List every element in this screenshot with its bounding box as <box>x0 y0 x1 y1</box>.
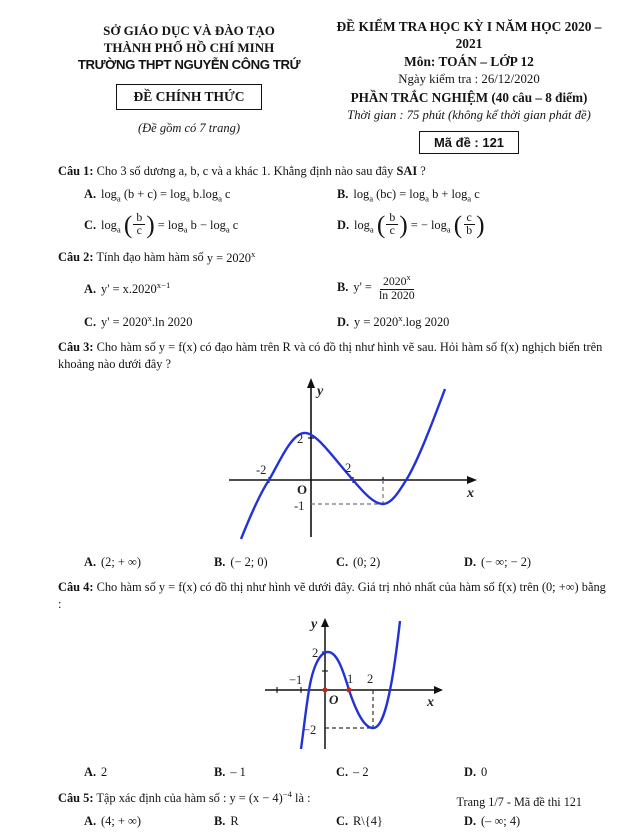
option-2d <box>337 313 612 330</box>
subject-line: Môn: TOÁN – LỚP 12 <box>404 53 534 69</box>
y-axis-label: y <box>310 617 317 633</box>
y-neg2-label: −2 <box>302 723 316 738</box>
option-1d-formula: $\log_a$ ( $\frac{b}{c}$ ) = − $\log_a$ ( $\frac{c}{b}$ ) <box>354 210 485 239</box>
option-1c <box>84 210 337 240</box>
option-4b-value: – 1 <box>230 765 246 780</box>
school-line: TRƯỜNG THPT NGUYỄN CÔNG TRỨ <box>77 57 301 73</box>
header <box>58 18 612 154</box>
exam-date: Ngày kiểm tra : 26/12/2020 <box>398 71 540 86</box>
origin-label: O <box>297 481 308 497</box>
option-2d-formula: $y = 2020^x.\log$ 2020 <box>354 312 450 329</box>
option-4c <box>336 765 464 780</box>
option-1c-letter: C. <box>84 217 97 232</box>
question-3 <box>58 339 612 373</box>
option-3d <box>464 555 612 570</box>
option-5a-letter: A. <box>84 814 97 829</box>
question-4-figure <box>86 615 612 758</box>
option-3b <box>214 555 336 570</box>
option-3d-value: (− ∞; − 2) <box>481 554 532 569</box>
cubic-graph-1 <box>211 375 491 543</box>
question-2-label: Câu 2: <box>58 250 94 265</box>
option-1b-letter: B. <box>337 187 349 202</box>
question-4 <box>58 579 612 613</box>
option-5b-value: R <box>230 814 239 829</box>
option-5a <box>84 814 214 829</box>
question-1-text: Cho 3 số dương a, b, c và a khác 1. Khẳng định nào sau đây <box>93 163 397 178</box>
option-5d-letter: D. <box>464 814 477 829</box>
x-axis-label: x <box>426 695 434 711</box>
option-4a-value: 2 <box>101 765 108 780</box>
y-axis-arrow <box>307 378 315 388</box>
question-2-options <box>84 274 612 330</box>
option-2a-formula: $y' = x.2020^{x-1}$ <box>101 280 171 297</box>
header-left <box>58 18 320 154</box>
x-2-label: 2 <box>345 460 352 475</box>
option-5c <box>336 814 464 829</box>
question-3-figure <box>90 375 612 548</box>
option-2a-letter: A. <box>84 282 97 297</box>
question-4-options <box>84 765 612 780</box>
option-4a <box>84 765 214 780</box>
official-exam-box: ĐỀ CHÍNH THỨC <box>116 84 261 110</box>
question-3-text: Cho hàm số y = f(x) có đạo hàm trên R và có đồ thị như hình vẽ sau. Hỏi hàm số f(x) nghịch biến trên khoảng nào dưới đây ? <box>58 339 603 371</box>
y-neg1-label: -1 <box>294 498 305 513</box>
option-3b-value: (− 2; 0) <box>230 554 268 569</box>
x-axis-label: x <box>467 485 474 501</box>
option-5b <box>214 814 336 829</box>
department-line: SỞ GIÁO DỤC VÀ ĐÀO TẠO <box>103 23 275 38</box>
question-2-text: Tính đạo hàm hàm số <box>93 250 207 265</box>
option-3d-letter: D. <box>464 554 477 569</box>
option-3a <box>84 555 214 570</box>
section-line: PHẦN TRẮC NGHIỆM (40 câu – 8 điểm) <box>350 89 588 105</box>
option-1a-formula: $\log_a (b + c) = \log_a b.\log_a$ c <box>101 187 231 204</box>
option-4c-value: – 2 <box>353 765 369 780</box>
option-4c-letter: C. <box>336 765 349 780</box>
question-5-formula: $y = (x - 4)^{-4}$ <box>229 789 292 806</box>
duration-line: Thời gian : 75 phút (không kể thời gian phát đề) <box>347 108 591 123</box>
question-1-bold: SAI <box>396 163 418 178</box>
option-5a-value: (4; + ∞) <box>101 814 141 829</box>
x-axis-arrow <box>467 476 477 484</box>
option-1c-formula: $\log_a$ ( $\frac{b}{c}$ ) = $\log_a b - \log_a c$ <box>101 210 239 239</box>
option-3a-value: (2; + ∞) <box>101 554 141 569</box>
pages-note: (Đề gồm có 7 trang) <box>137 120 241 135</box>
option-5c-letter: C. <box>336 814 349 829</box>
option-5b-letter: B. <box>214 814 226 829</box>
option-3c-value: (0; 2) <box>353 554 381 569</box>
origin-label: O <box>328 692 338 708</box>
x-2-label: 2 <box>366 672 373 687</box>
option-2c-letter: C. <box>84 314 97 329</box>
option-4d-value: 0 <box>481 765 488 780</box>
exam-title: ĐỀ KIỂM TRA HỌC KỲ I NĂM HỌC 2020 – 2021 <box>336 19 602 52</box>
page-footer: Trang 1/7 - Mã đề thi 121 <box>456 795 582 809</box>
question-4-label: Câu 4: <box>58 579 94 594</box>
option-2a <box>84 280 337 297</box>
y-axis-label: y <box>317 383 324 399</box>
header-right <box>326 18 612 154</box>
question-2 <box>58 248 612 266</box>
option-4a-letter: A. <box>84 765 97 780</box>
option-2c-formula: $y' = 2020^x.\ln$ 2020 <box>101 312 193 329</box>
option-4b <box>214 765 336 780</box>
function-curve <box>241 389 445 539</box>
question-5-text: Tập xác định của hàm số : <box>93 791 230 806</box>
option-1a <box>84 187 337 203</box>
origin-point <box>322 688 327 693</box>
option-1d <box>337 210 612 240</box>
option-2b-formula: y' = $\frac{2020^x}{\ln 2020}$ <box>353 272 415 302</box>
option-5d-value: (– ∞; 4) <box>481 814 521 829</box>
question-4-text: Cho hàm số y = f(x) có đồ thị như hình vẽ dưới đây. Giá trị nhỏ nhất của hàm số f(x) trên (0; +∞) bằng : <box>58 579 606 611</box>
x-neg1-label: −1 <box>288 673 302 688</box>
option-2d-letter: D. <box>337 314 350 329</box>
city-line: THÀNH PHỐ HỒ CHÍ MINH <box>103 40 275 56</box>
option-3c-letter: C. <box>336 554 349 569</box>
question-5-options <box>84 814 612 829</box>
option-2b-letter: B. <box>337 280 349 295</box>
option-1a-letter: A. <box>84 187 97 202</box>
option-3a-letter: A. <box>84 554 97 569</box>
y-2-label: 2 <box>297 431 304 446</box>
option-5c-value: R\{4} <box>353 814 383 829</box>
x-neg2-label: -2 <box>256 462 267 477</box>
question-1-label: Câu 1: <box>58 163 94 178</box>
option-2b <box>337 274 612 304</box>
question-1-options <box>84 187 612 239</box>
x1-point <box>346 688 351 693</box>
option-4d-letter: D. <box>464 765 477 780</box>
x-1-label: 1 <box>346 672 353 687</box>
option-1b-formula: $\log_a (bc) = \log_a b + \log_a c$ <box>353 187 480 204</box>
y-axis-arrow <box>321 618 329 627</box>
question-5-label: Câu 5: <box>58 791 94 806</box>
exam-code-box: Mã đề : 121 <box>419 131 519 154</box>
question-1-text-end: ? <box>417 163 426 178</box>
option-1d-letter: D. <box>337 217 350 232</box>
option-1b <box>337 187 612 203</box>
option-5d <box>464 814 612 829</box>
cubic-graph-2 <box>237 615 462 753</box>
question-1 <box>58 163 612 180</box>
option-3c <box>336 555 464 570</box>
question-2-formula: $y = 2020^x$ <box>206 248 256 265</box>
y-2-label: 2 <box>311 646 318 661</box>
option-4d <box>464 765 612 780</box>
option-2c <box>84 313 337 330</box>
option-4b-letter: B. <box>214 765 226 780</box>
question-5-text-end: là : <box>291 791 311 806</box>
option-3b-letter: B. <box>214 554 226 569</box>
question-3-options <box>84 555 612 570</box>
x-axis-arrow <box>434 686 443 694</box>
question-3-label: Câu 3: <box>58 339 94 354</box>
